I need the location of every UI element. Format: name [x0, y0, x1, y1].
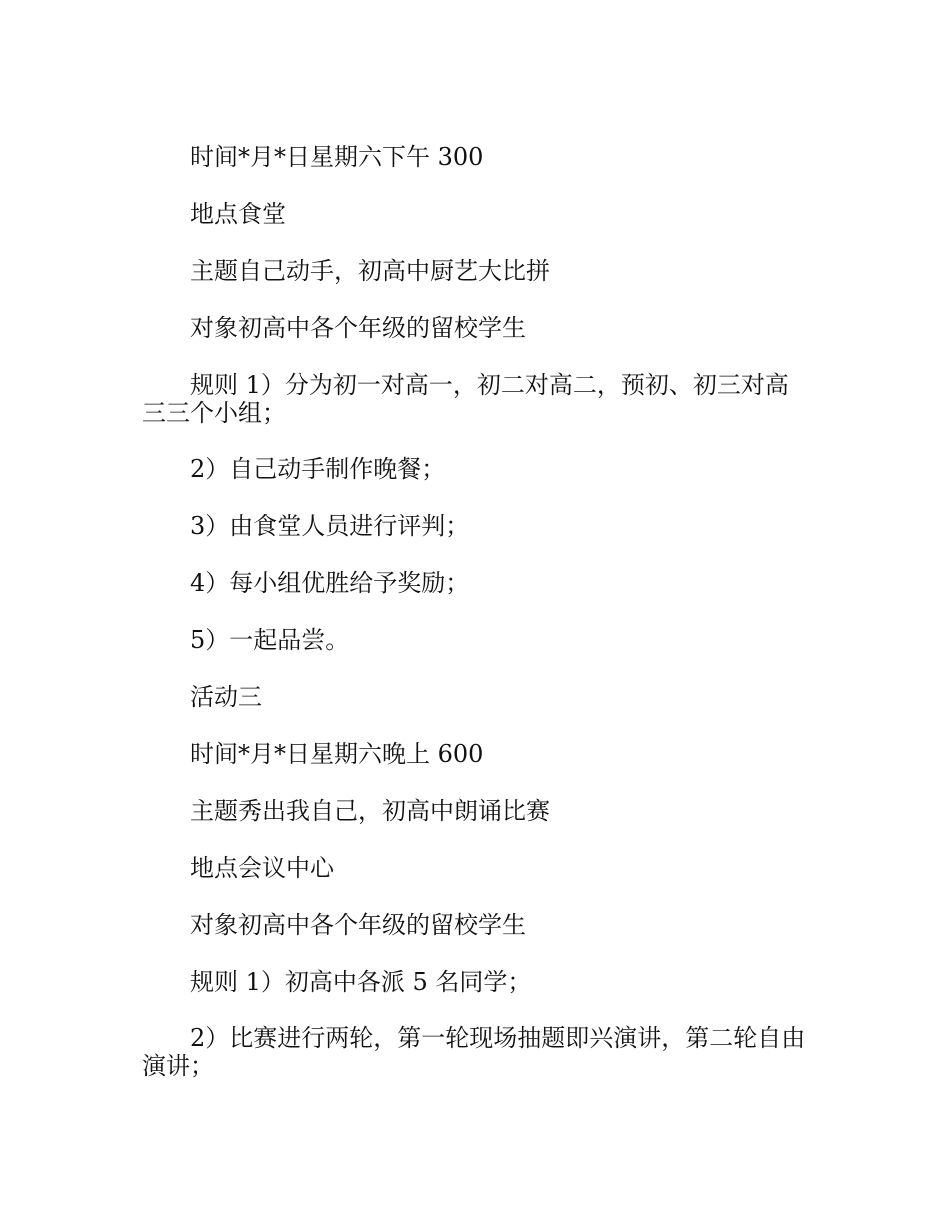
paragraph: 时间*月*日星期六下午 300: [190, 143, 484, 171]
paragraph: 主题自己动手，初高中厨艺大比拼: [190, 257, 550, 285]
paragraph: 4）每小组优胜给予奖励；: [190, 569, 470, 597]
paragraph: 规则 1）初高中各派 5 名同学；: [190, 968, 532, 996]
paragraph: 主题秀出我自己，初高中朗诵比赛: [190, 797, 550, 825]
section-heading: 活动三: [190, 683, 262, 711]
paragraph: 2）自己动手制作晚餐；: [190, 455, 446, 483]
paragraph: 地点会议中心: [190, 854, 334, 882]
paragraph: 时间*月*日星期六晚上 600: [190, 740, 484, 768]
paragraph: 5）一起品尝。: [190, 626, 350, 654]
paragraph: 对象初高中各个年级的留校学生: [190, 911, 526, 939]
paragraph: 2）比赛进行两轮，第一轮现场抽题即兴演讲，第二轮自由演讲；: [142, 1024, 806, 1080]
paragraph: 规则 1）分为初一对高一，初二对高二，预初、初三对高三三个小组；: [142, 371, 789, 427]
paragraph: 对象初高中各个年级的留校学生: [190, 314, 526, 342]
paragraph: 3）由食堂人员进行评判；: [190, 512, 470, 540]
paragraph: 地点食堂: [190, 200, 286, 228]
